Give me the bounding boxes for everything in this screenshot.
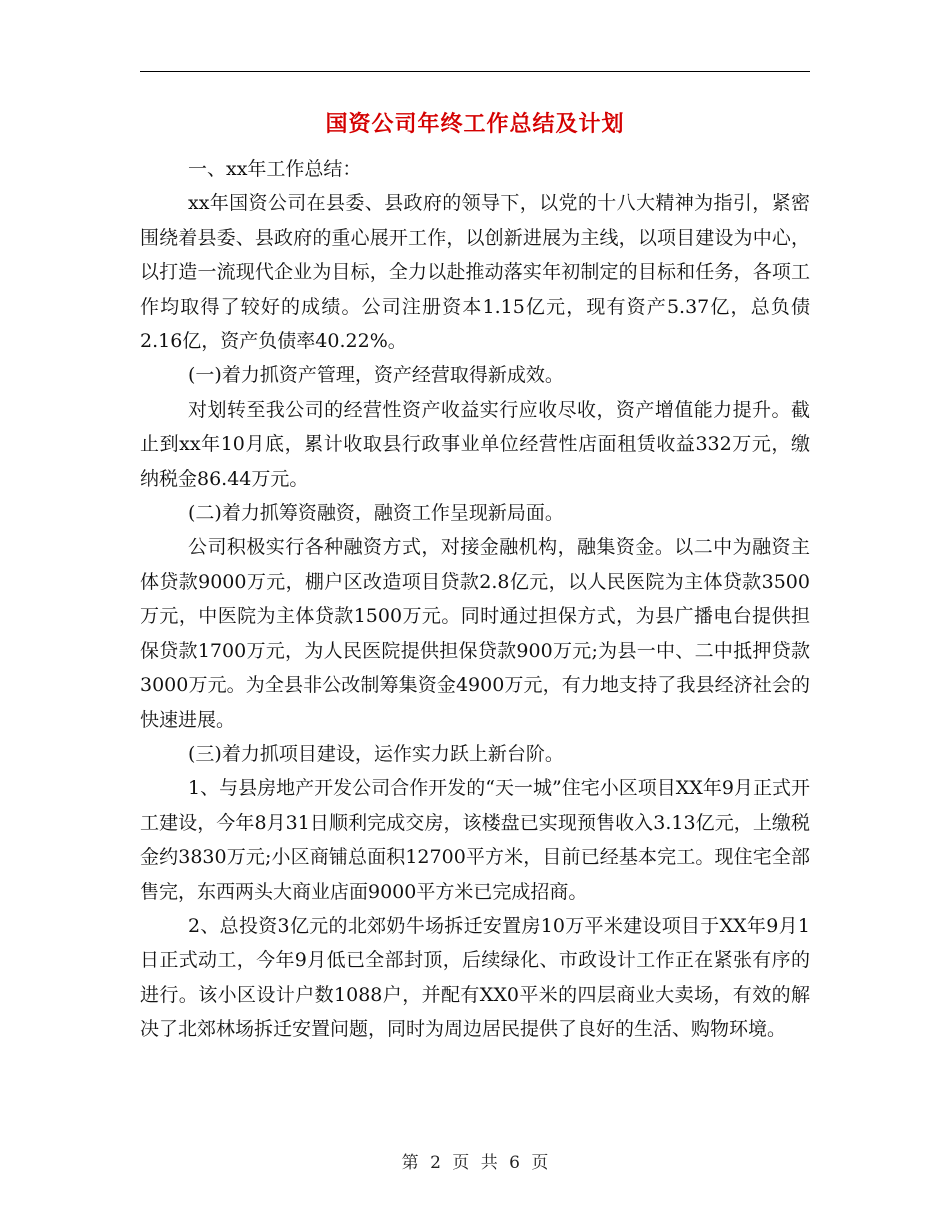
document-body <box>140 152 810 1047</box>
document-title: 国资公司年终工作总结及计划 <box>325 112 625 137</box>
footer-suffix: 页 <box>531 1153 549 1173</box>
paragraph-overview: xx年国资公司在县委、县政府的领导下，以党的十八大精神为指引，紧密围绕着县委、县政府的重心展开工作，以创新进展为主线，以项目建设为中心，以打造一流现代企业为目标，全力以赴推动落实年初制定的目标和任务，各项工作均取得了较好的成绩。公司注册资本1.15亿元，现有资产5.37亿，总负债2.16亿，资产负债率40.22%。 <box>140 192 810 353</box>
footer-total-pages: 6 <box>509 1153 520 1173</box>
paragraph-project-1: 1、与县房地产开发公司合作开发的“天一城”住宅小区项目XX年9月正式开工建设，今年8月31日顺利完成交房，该楼盘已实现预售收入3.13亿元，上缴税金约3830万元;小区商铺总面积12700平方米，目前已经基本完工。现住宅全部售完，东西两头大商业店面9000平方米已完成招商。 <box>140 777 810 903</box>
header-rule <box>140 71 810 72</box>
subheading-project-construction: (三)着力抓项目建设，运作实力跃上新台阶。 <box>188 742 564 765</box>
paragraph-asset-management: 对划转至我公司的经营性资产收益实行应收尽收，资产增值能力提升。截止到xx年10月底，累计收取县行政事业单位经营性店面租赁收益332万元，缴纳税金86.44万元。 <box>140 398 810 490</box>
subheading-financing: (二)着力抓筹资融资，融资工作呈现新局面。 <box>188 502 564 525</box>
subheading-asset-management: (一)着力抓资产管理，资产经营取得新成效。 <box>188 364 564 387</box>
paragraph-project-2: 2、总投资3亿元的北郊奶牛场拆迁安置房10万平米建设项目于XX年9月1日正式动工，今年9月低已全部封顶，后续绿化、市政设计工作正在紧张有序的进行。该小区设计户数1088户，并配有XX0平米的四层商业大卖场，有效的解决了北郊林场拆迁安置问题，同时为周边居民提供了良好的生活、购物环境。 <box>140 914 810 1041</box>
footer-page-word: 页 <box>452 1153 470 1173</box>
section-heading-summary: 一、xx年工作总结： <box>188 158 362 180</box>
footer-current-page: 2 <box>430 1153 441 1173</box>
footer-total-word: 共 <box>480 1153 498 1173</box>
paragraph-financing: 公司积极实行各种融资方式，对接金融机构，融集资金。以二中为融资主体贷款9000万元，棚户区改造项目贷款2.8亿元，以人民医院为主体贷款3500万元，中医院为主体贷款1500万元。同时通过担保方式，为县广播电台提供担保贷款1700万元，为人民医院提供担保贷款900万元;为县一中、二中抵押贷款3000万元。为全县非公改制筹集资金4900万元，有力地支持了我县经济社会的快速进展。 <box>140 536 810 731</box>
footer-prefix: 第 <box>401 1153 419 1173</box>
page-footer <box>0 1152 950 1174</box>
